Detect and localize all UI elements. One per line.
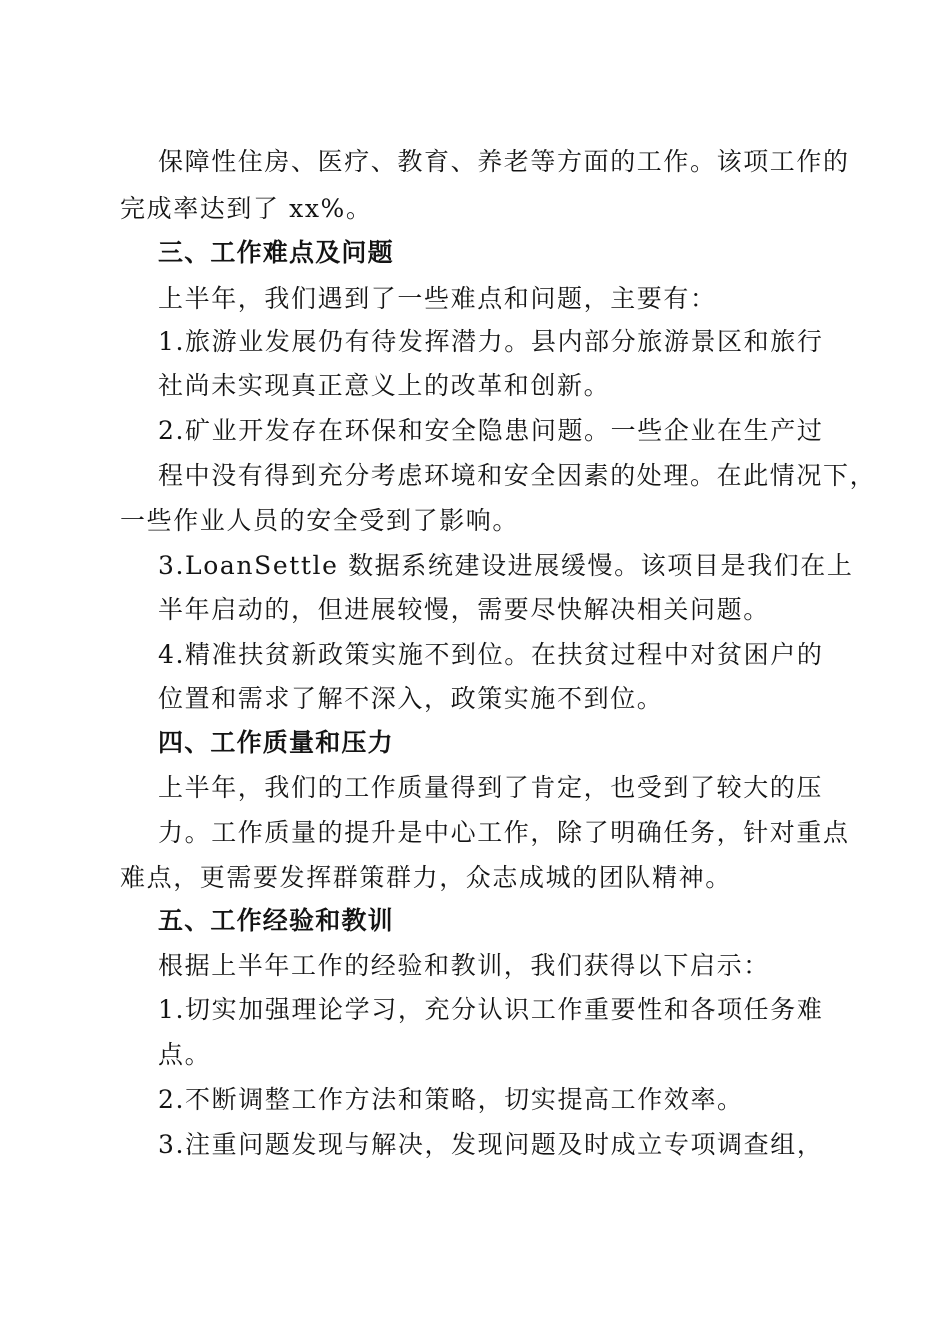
paragraph-line: 力。工作质量的提升是中心工作，除了明确任务，针对重点 [158, 818, 850, 847]
list-item-line: 3.注重问题发现与解决，发现问题及时成立专项调查组， [158, 1130, 824, 1159]
section-heading-difficulties: 三、工作难点及问题 [158, 238, 394, 267]
list-item-line: 一些作业人员的安全受到了影响。 [120, 506, 520, 535]
section-heading-lessons: 五、工作经验和教训 [158, 906, 394, 935]
paragraph-line: 根据上半年工作的经验和教训，我们获得以下启示： [158, 951, 770, 980]
paragraph-line: 难点，更需要发挥群策群力，众志成城的团队精神。 [120, 863, 732, 892]
paragraph-line: 上半年，我们遇到了一些难点和问题，主要有： [158, 284, 717, 313]
list-item-line: 1.旅游业发展仍有待发挥潜力。县内部分旅游景区和旅行 [158, 327, 824, 356]
list-item-line: 2.不断调整工作方法和策略，切实提高工作效率。 [158, 1085, 744, 1114]
list-item-line: 社尚未实现真正意义上的改革和创新。 [158, 371, 611, 400]
paragraph-line: 保障性住房、医疗、教育、养老等方面的工作。该项工作的 [158, 147, 850, 176]
list-item-line: 1.切实加强理论学习，充分认识工作重要性和各项任务难 [158, 995, 824, 1024]
list-item-line: 4.精准扶贫新政策实施不到位。在扶贫过程中对贫困户的 [158, 640, 824, 669]
list-item-line: 程中没有得到充分考虑环境和安全因素的处理。在此情况下， [158, 461, 877, 490]
paragraph-line: 完成率达到了 xx%。 [120, 194, 373, 223]
section-heading-quality: 四、工作质量和压力 [158, 728, 394, 757]
list-item-line: 3.LoanSettle 数据系统建设进展缓慢。该项目是我们在上 [158, 551, 854, 580]
paragraph-line: 上半年，我们的工作质量得到了肯定，也受到了较大的压 [158, 773, 824, 802]
list-item-line: 半年启动的，但进展较慢，需要尽快解决相关问题。 [158, 595, 770, 624]
list-item-line: 点。 [158, 1040, 212, 1069]
list-item-line: 2.矿业开发存在环保和安全隐患问题。一些企业在生产过 [158, 416, 824, 445]
list-item-line: 位置和需求了解不深入，政策实施不到位。 [158, 684, 664, 713]
